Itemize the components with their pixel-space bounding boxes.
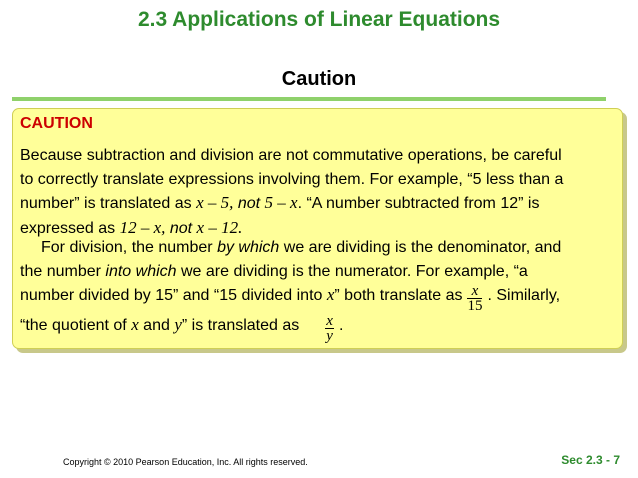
math-12-minus-x: 12 – x, bbox=[119, 217, 166, 237]
p1-line-1: Because subtraction and division are not commutative operations, be careful bbox=[20, 147, 562, 164]
p2-line-4-and: and bbox=[138, 317, 175, 334]
not-emphasis: not bbox=[165, 219, 197, 237]
emphasis-by-which: by which bbox=[217, 239, 280, 256]
fraction-numerator: x bbox=[467, 284, 482, 299]
p2-line-2-text-b: we are dividing is the numerator. For example, “a bbox=[176, 262, 528, 280]
p2-line-2 bbox=[20, 260, 623, 284]
p1-line-3-text-a: number” is translated as bbox=[20, 195, 197, 212]
caution-heading: CAUTION bbox=[20, 115, 93, 132]
fraction-denominator: y bbox=[326, 328, 333, 344]
caution-paragraph-2 bbox=[20, 236, 623, 343]
caution-paragraph-1 bbox=[20, 144, 623, 240]
copyright-notice: Copyright © 2010 Pearson Education, Inc. All rights reserved. bbox=[63, 457, 308, 467]
divider-rule bbox=[12, 97, 606, 101]
fraction-x-over-15 bbox=[467, 284, 482, 313]
p2-line-4-text-a: “the quotient of bbox=[20, 317, 132, 334]
p2-line-4-text-b: ” is translated as bbox=[181, 317, 300, 334]
fraction-numerator: x bbox=[326, 313, 333, 329]
math-x: x bbox=[131, 315, 139, 334]
p2-line-3-text-a: number divided by 15” and “15 divided into bbox=[20, 287, 327, 304]
p1-line-3 bbox=[20, 191, 623, 216]
p2-line-4 bbox=[20, 313, 623, 343]
p2-line-4-text-c: . bbox=[338, 317, 344, 334]
math-y: y bbox=[174, 315, 182, 334]
math-x-minus-5: x – 5, bbox=[196, 193, 234, 212]
slide-subtitle: Caution bbox=[281, 68, 357, 90]
p2-line-3 bbox=[20, 283, 623, 313]
caution-box bbox=[12, 108, 623, 349]
p1-line-3-text-b: . “A number subtracted from 12” is bbox=[297, 195, 540, 212]
slide-title: 2.3 Applications of Linear Equations bbox=[137, 8, 501, 31]
fraction-denominator: 15 bbox=[467, 298, 483, 314]
emphasis-into-which: into which bbox=[105, 262, 177, 280]
p2-line-1-text-a: For division, the number bbox=[41, 239, 218, 256]
p1-line-2: to correctly translate expressions involving them. For example, “5 less than a bbox=[20, 170, 564, 188]
p1-line-4-text-a: expressed as bbox=[20, 219, 120, 237]
p2-line-3-text-c: . Similarly, bbox=[487, 287, 561, 304]
p2-line-3-text-b: ” both translate as bbox=[334, 287, 463, 304]
p2-line-1 bbox=[20, 236, 623, 260]
math-x-minus-12: x – 12. bbox=[196, 217, 243, 237]
p2-line-2-text-a: the number bbox=[20, 262, 106, 280]
p2-line-1-text-b: we are dividing is the denominator, and bbox=[279, 239, 562, 256]
fraction-x-over-y bbox=[325, 314, 334, 343]
not-emphasis: not bbox=[233, 195, 265, 212]
slide-number: Sec 2.3 - 7 bbox=[561, 453, 620, 467]
math-5-minus-x: 5 – x bbox=[264, 193, 298, 212]
math-x: x bbox=[326, 285, 335, 304]
